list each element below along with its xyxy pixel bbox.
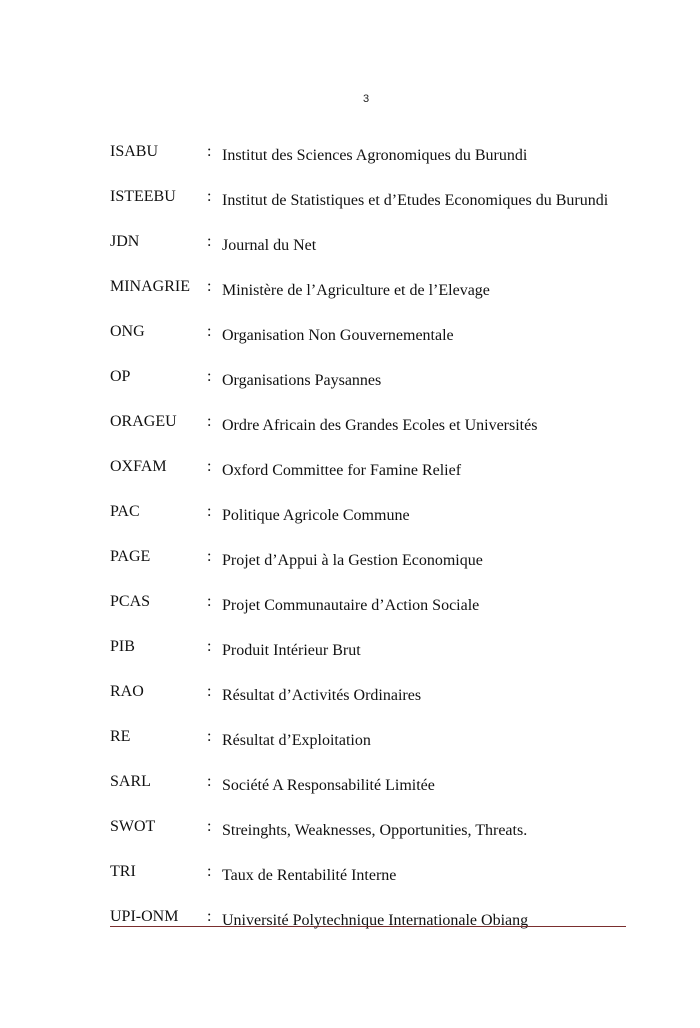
- list-item: [110, 546, 630, 576]
- separator: :: [207, 188, 212, 205]
- abbreviation: OP: [110, 368, 131, 385]
- abbreviation: PAGE: [110, 548, 151, 565]
- list-item: [110, 906, 630, 936]
- separator: :: [207, 638, 212, 655]
- abbreviation: PCAS: [110, 593, 151, 610]
- separator: :: [207, 413, 212, 430]
- separator: :: [207, 593, 212, 610]
- list-item: [110, 501, 630, 531]
- definition: Projet Communautaire d’Action Sociale: [222, 597, 480, 614]
- list-item: [110, 726, 630, 756]
- definition: Résultat d’Exploitation: [222, 732, 371, 749]
- definition: Oxford Committee for Famine Relief: [222, 462, 462, 479]
- abbreviation: ORAGEU: [110, 413, 177, 430]
- separator: :: [207, 323, 212, 340]
- abbreviation: OXFAM: [110, 458, 167, 475]
- definition: Ordre Africain des Grandes Ecoles et Universités: [222, 417, 538, 434]
- list-item: [110, 636, 630, 666]
- page-number: 3: [362, 93, 370, 105]
- definition: Organisations Paysannes: [222, 372, 382, 389]
- list-item: [110, 411, 630, 441]
- abbreviation: ONG: [110, 323, 145, 340]
- separator: :: [207, 863, 212, 880]
- abbreviation: RAO: [110, 683, 144, 700]
- abbreviation: SARL: [110, 773, 151, 790]
- list-item: [110, 456, 630, 486]
- definition: Produit Intérieur Brut: [222, 642, 361, 659]
- abbreviation: PAC: [110, 503, 140, 520]
- definition: Société A Responsabilité Limitée: [222, 777, 435, 794]
- separator: :: [207, 143, 212, 160]
- separator: :: [207, 818, 212, 835]
- list-item: [110, 321, 630, 351]
- separator: :: [207, 683, 212, 700]
- separator: :: [207, 773, 212, 790]
- list-item: [110, 591, 630, 621]
- abbreviation: UPI-ONM: [110, 908, 179, 925]
- definition: Institut de Statistiques et d’Etudes Economiques du Burundi: [222, 192, 609, 209]
- definition: Organisation Non Gouvernementale: [222, 327, 454, 344]
- definition: Université Polytechnique Internationale Obiang: [222, 912, 529, 929]
- abbreviation-list: [110, 145, 630, 955]
- abbreviation: ISTEEBU: [110, 188, 176, 205]
- footer-divider: [110, 926, 626, 927]
- abbreviation: SWOT: [110, 818, 156, 835]
- abbreviation: TRI: [110, 863, 136, 880]
- separator: :: [207, 233, 212, 250]
- definition: Projet d’Appui à la Gestion Economique: [222, 552, 483, 569]
- definition: Institut des Sciences Agronomiques du Burundi: [222, 147, 528, 164]
- list-item: [110, 231, 630, 261]
- abbreviation: JDN: [110, 233, 140, 250]
- list-item: [110, 771, 630, 801]
- definition: Résultat d’Activités Ordinaires: [222, 687, 422, 704]
- abbreviation: RE: [110, 728, 131, 745]
- list-item: [110, 141, 630, 171]
- list-item: [110, 186, 630, 216]
- definition: Taux de Rentabilité Interne: [222, 867, 397, 884]
- separator: :: [207, 503, 212, 520]
- abbreviation: MINAGRIE: [110, 278, 190, 295]
- list-item: [110, 276, 630, 306]
- list-item: [110, 861, 630, 891]
- separator: :: [207, 548, 212, 565]
- separator: :: [207, 728, 212, 745]
- abbreviation: ISABU: [110, 143, 159, 160]
- definition: Streinghts, Weaknesses, Opportunities, Threats.: [222, 822, 528, 839]
- list-item: [110, 681, 630, 711]
- list-item: [110, 366, 630, 396]
- separator: :: [207, 278, 212, 295]
- separator: :: [207, 908, 212, 925]
- separator: :: [207, 458, 212, 475]
- separator: :: [207, 368, 212, 385]
- list-item: [110, 816, 630, 846]
- definition: Journal du Net: [222, 237, 317, 254]
- abbreviation: PIB: [110, 638, 135, 655]
- definition: Politique Agricole Commune: [222, 507, 410, 524]
- definition: Ministère de l’Agriculture et de l’Elevage: [222, 282, 490, 299]
